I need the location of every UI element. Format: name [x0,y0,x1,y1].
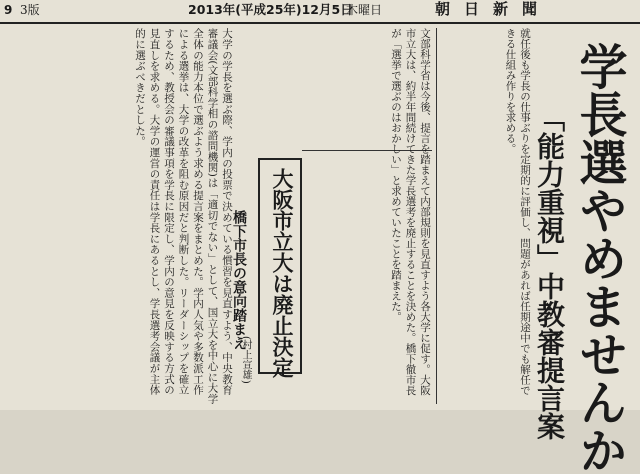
edition-label: 3版 [20,3,40,17]
subheadline: 大阪市立大は廃止決定 [270,168,294,378]
article-body-left: 大学の学長を選ぶ際、学内の投票で決めている慣習を見直すよう、中央教育審議会(文部科学相の諮問機関)は「適切でない」として、国立大を中心に大学全体の能力本位で選ぶよう求める提言案をまとめた。学内人気や多数派工作による選挙は、大学の改革を阻む原因だと判断した。リーダーシップを確立するため、教授会の審議事項を学長に限定し、学内の意見を反映する方式の見直しを求める。大学の運営の責任は学長にあるとし、学長選考会議が主体的に選ぶべきだとした。 [134,28,233,404]
byline-credit: (村上宣雄) [240,336,251,384]
column-divider [436,28,437,404]
issue-date: 2013年(平成25年)12月5日 [188,2,353,17]
subheadline-box [258,158,302,378]
article-body-middle: 文部科学省は今後、提言を踏まえて内部規則を見直すよう各大学に促す。大阪市立大は、約半年間続けてきた学長選考を廃止することを決めた。橋下徹市長が「選挙で選ぶのはおかしい」と求めていたことを踏まえた。 [390,28,431,396]
article-body-right: 就任後も学長の仕事ぶりを定期的に評価し、問題があれば任期途中でも解任できる仕組み作りを求める。 [504,28,531,396]
masthead [0,0,640,24]
page-number: 9 [4,3,13,17]
main-headline: 学長選やめませんか [571,42,627,474]
weekday: 木曜日 [346,3,383,17]
newspaper-name: 朝日新聞 [435,0,552,18]
subheadline-secondary: 橋下市長の意向踏まえ [231,210,247,350]
secondary-headline: 「能力重視」中教審提言案 [533,104,566,440]
